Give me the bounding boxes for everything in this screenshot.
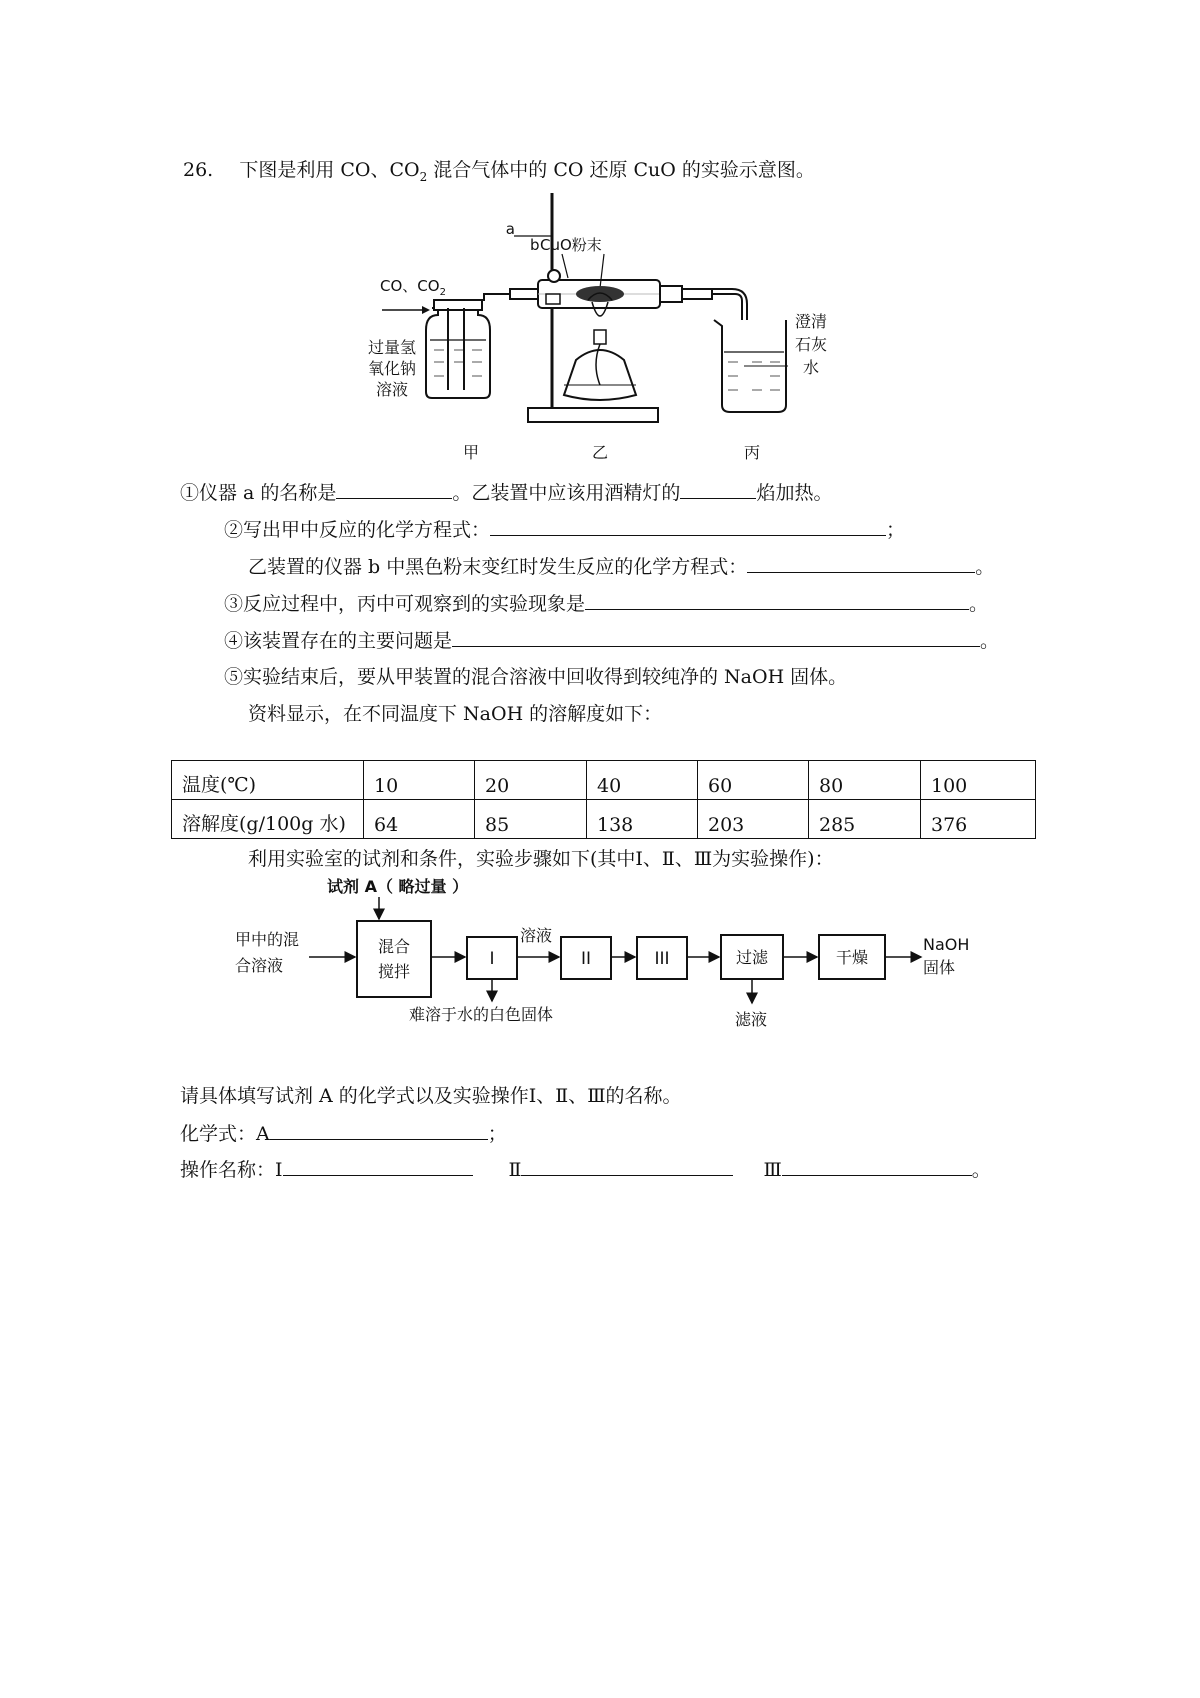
table-row-solubility (172, 800, 1036, 839)
question-number: 26. (183, 159, 214, 181)
end-label-1: NaOH (923, 935, 970, 954)
table-cell: 376 (921, 800, 1036, 839)
box-mix (357, 921, 431, 997)
blank-op-2[interactable] (521, 1157, 733, 1176)
box-operation-3-label: III (654, 949, 670, 969)
item-1 (180, 480, 832, 505)
table-cell: 20 (475, 761, 587, 800)
blank-instrument-a[interactable] (336, 480, 452, 499)
ops-end: 。 (971, 1159, 991, 1181)
blank-flame[interactable] (680, 480, 756, 499)
item-4-text: ④该装置存在的主要问题是 (224, 630, 453, 652)
box-operation-1-label: I (489, 949, 495, 969)
item-1-text-c: 焰加热。 (756, 482, 833, 504)
item-2b (248, 554, 994, 579)
blank-equation-b[interactable] (747, 554, 975, 573)
item-1-text-b: 。乙装置中应该用酒精灯的 (452, 482, 681, 504)
item-2-end: ； (886, 519, 906, 541)
item-4-end: 。 (980, 630, 1000, 652)
blank-op-3[interactable] (782, 1157, 972, 1176)
ops-label: 操作名称：Ⅰ (180, 1159, 283, 1181)
label-cuo: CuO粉末 (540, 236, 602, 254)
start-label-2: 合溶液 (235, 956, 284, 975)
label-b: b (530, 236, 540, 254)
box-dry-label: 干燥 (835, 948, 869, 967)
bottle-label-3: 溶液 (376, 380, 409, 399)
formula-label: 化学式：A (180, 1123, 270, 1145)
label-a: a (505, 220, 515, 238)
gas-in-label: CO、$CO_2$ (380, 277, 446, 298)
table-header-temperature: 温度(℃) (172, 761, 364, 800)
process-flow-diagram (225, 873, 985, 1038)
item-5: ⑤实验结束后，要从甲装置的混合溶液中回收得到较纯净的 NaOH 固体。 (224, 666, 848, 688)
box-mix-label-2: 搅拌 (377, 962, 411, 981)
device-yi-label: 乙 (592, 443, 609, 462)
operations-line (180, 1157, 991, 1182)
white-solid-label: 难溶于水的白色固体 (409, 1005, 554, 1024)
table-cell: 138 (587, 800, 698, 839)
table-cell: 60 (698, 761, 809, 800)
bottle-label-1: 过量氢 (368, 338, 417, 357)
intro-text-post: 混合气体中的 CO 还原 CuO 的实验示意图。 (427, 159, 815, 181)
box-mix-label-1: 混合 (377, 937, 411, 956)
table-cell: 100 (921, 761, 1036, 800)
stand-base (528, 408, 658, 422)
table-cell: 85 (475, 800, 587, 839)
op-2-label: Ⅱ (508, 1159, 522, 1181)
item-2 (224, 517, 905, 542)
item-2b-end: 。 (975, 556, 995, 578)
formula-line (180, 1121, 507, 1146)
start-label-1: 甲中的混 (235, 930, 300, 949)
intro-text-pre: 下图是利用 CO、CO (239, 159, 420, 181)
solubility-table (171, 760, 1036, 839)
beaker-label-1: 澄清 (795, 312, 828, 331)
table-cell: 64 (364, 800, 475, 839)
device-bing-label: 丙 (744, 443, 761, 462)
blank-problem[interactable] (452, 628, 980, 647)
intro-subscript: 2 (419, 169, 428, 184)
end-label-2: 固体 (923, 958, 956, 977)
filtrate-label: 滤液 (735, 1010, 768, 1029)
beaker-label-2: 石灰 (795, 335, 828, 354)
blank-formula-a[interactable] (270, 1121, 488, 1140)
item-3-text: ③反应过程中，丙中可观察到的实验现象是 (224, 593, 586, 615)
clamp (548, 270, 560, 282)
blank-phenomenon[interactable] (585, 591, 969, 610)
box-operation-2-label: II (580, 949, 592, 969)
item-2-text: ②写出甲中反应的化学方程式： (224, 519, 491, 541)
item-5-info: 资料显示，在不同温度下 NaOH 的溶解度如下： (248, 703, 663, 725)
apparatus-diagram (360, 190, 880, 465)
formula-end: ； (487, 1123, 507, 1145)
steps-intro: 利用实验室的试剂和条件，实验步骤如下(其中Ⅰ、Ⅱ、Ⅲ为实验操作)： (248, 848, 834, 870)
alcohol-lamp (564, 350, 636, 400)
question-intro (183, 158, 815, 189)
solution-label: 溶液 (520, 926, 553, 945)
fill-in-prompt: 请具体填写试剂 A 的化学式以及实验操作Ⅰ、Ⅱ、Ⅲ的名称。 (180, 1085, 682, 1107)
reagent-label: 试剂 A（ 略过量 ） (327, 877, 469, 896)
device-jia-label: 甲 (463, 443, 480, 462)
table-cell: 203 (698, 800, 809, 839)
item-2b-text: 乙装置的仪器 b 中黑色粉末变红时发生反应的化学方程式： (248, 556, 748, 578)
op-3-label: Ⅲ (763, 1159, 782, 1181)
item-3-end: 。 (969, 593, 989, 615)
beaker-label-3: 水 (803, 358, 820, 377)
table-row-temperature (172, 761, 1036, 800)
table-header-solubility: 溶解度(g/100g 水) (172, 800, 364, 839)
box-filter-label: 过滤 (735, 948, 769, 967)
item-1-text-a: ①仪器 a 的名称是 (180, 482, 337, 504)
wash-bottle (426, 300, 490, 398)
table-cell: 40 (587, 761, 698, 800)
cuo-powder (576, 286, 624, 302)
table-cell: 10 (364, 761, 475, 800)
gas-in-arrow (422, 306, 430, 314)
table-cell: 285 (809, 800, 921, 839)
blank-equation-jia[interactable] (490, 517, 886, 536)
table-cell: 80 (809, 761, 921, 800)
blank-op-1[interactable] (283, 1157, 473, 1176)
item-3 (224, 591, 988, 616)
item-4 (224, 628, 999, 653)
bottle-label-2: 氧化钠 (368, 359, 417, 378)
